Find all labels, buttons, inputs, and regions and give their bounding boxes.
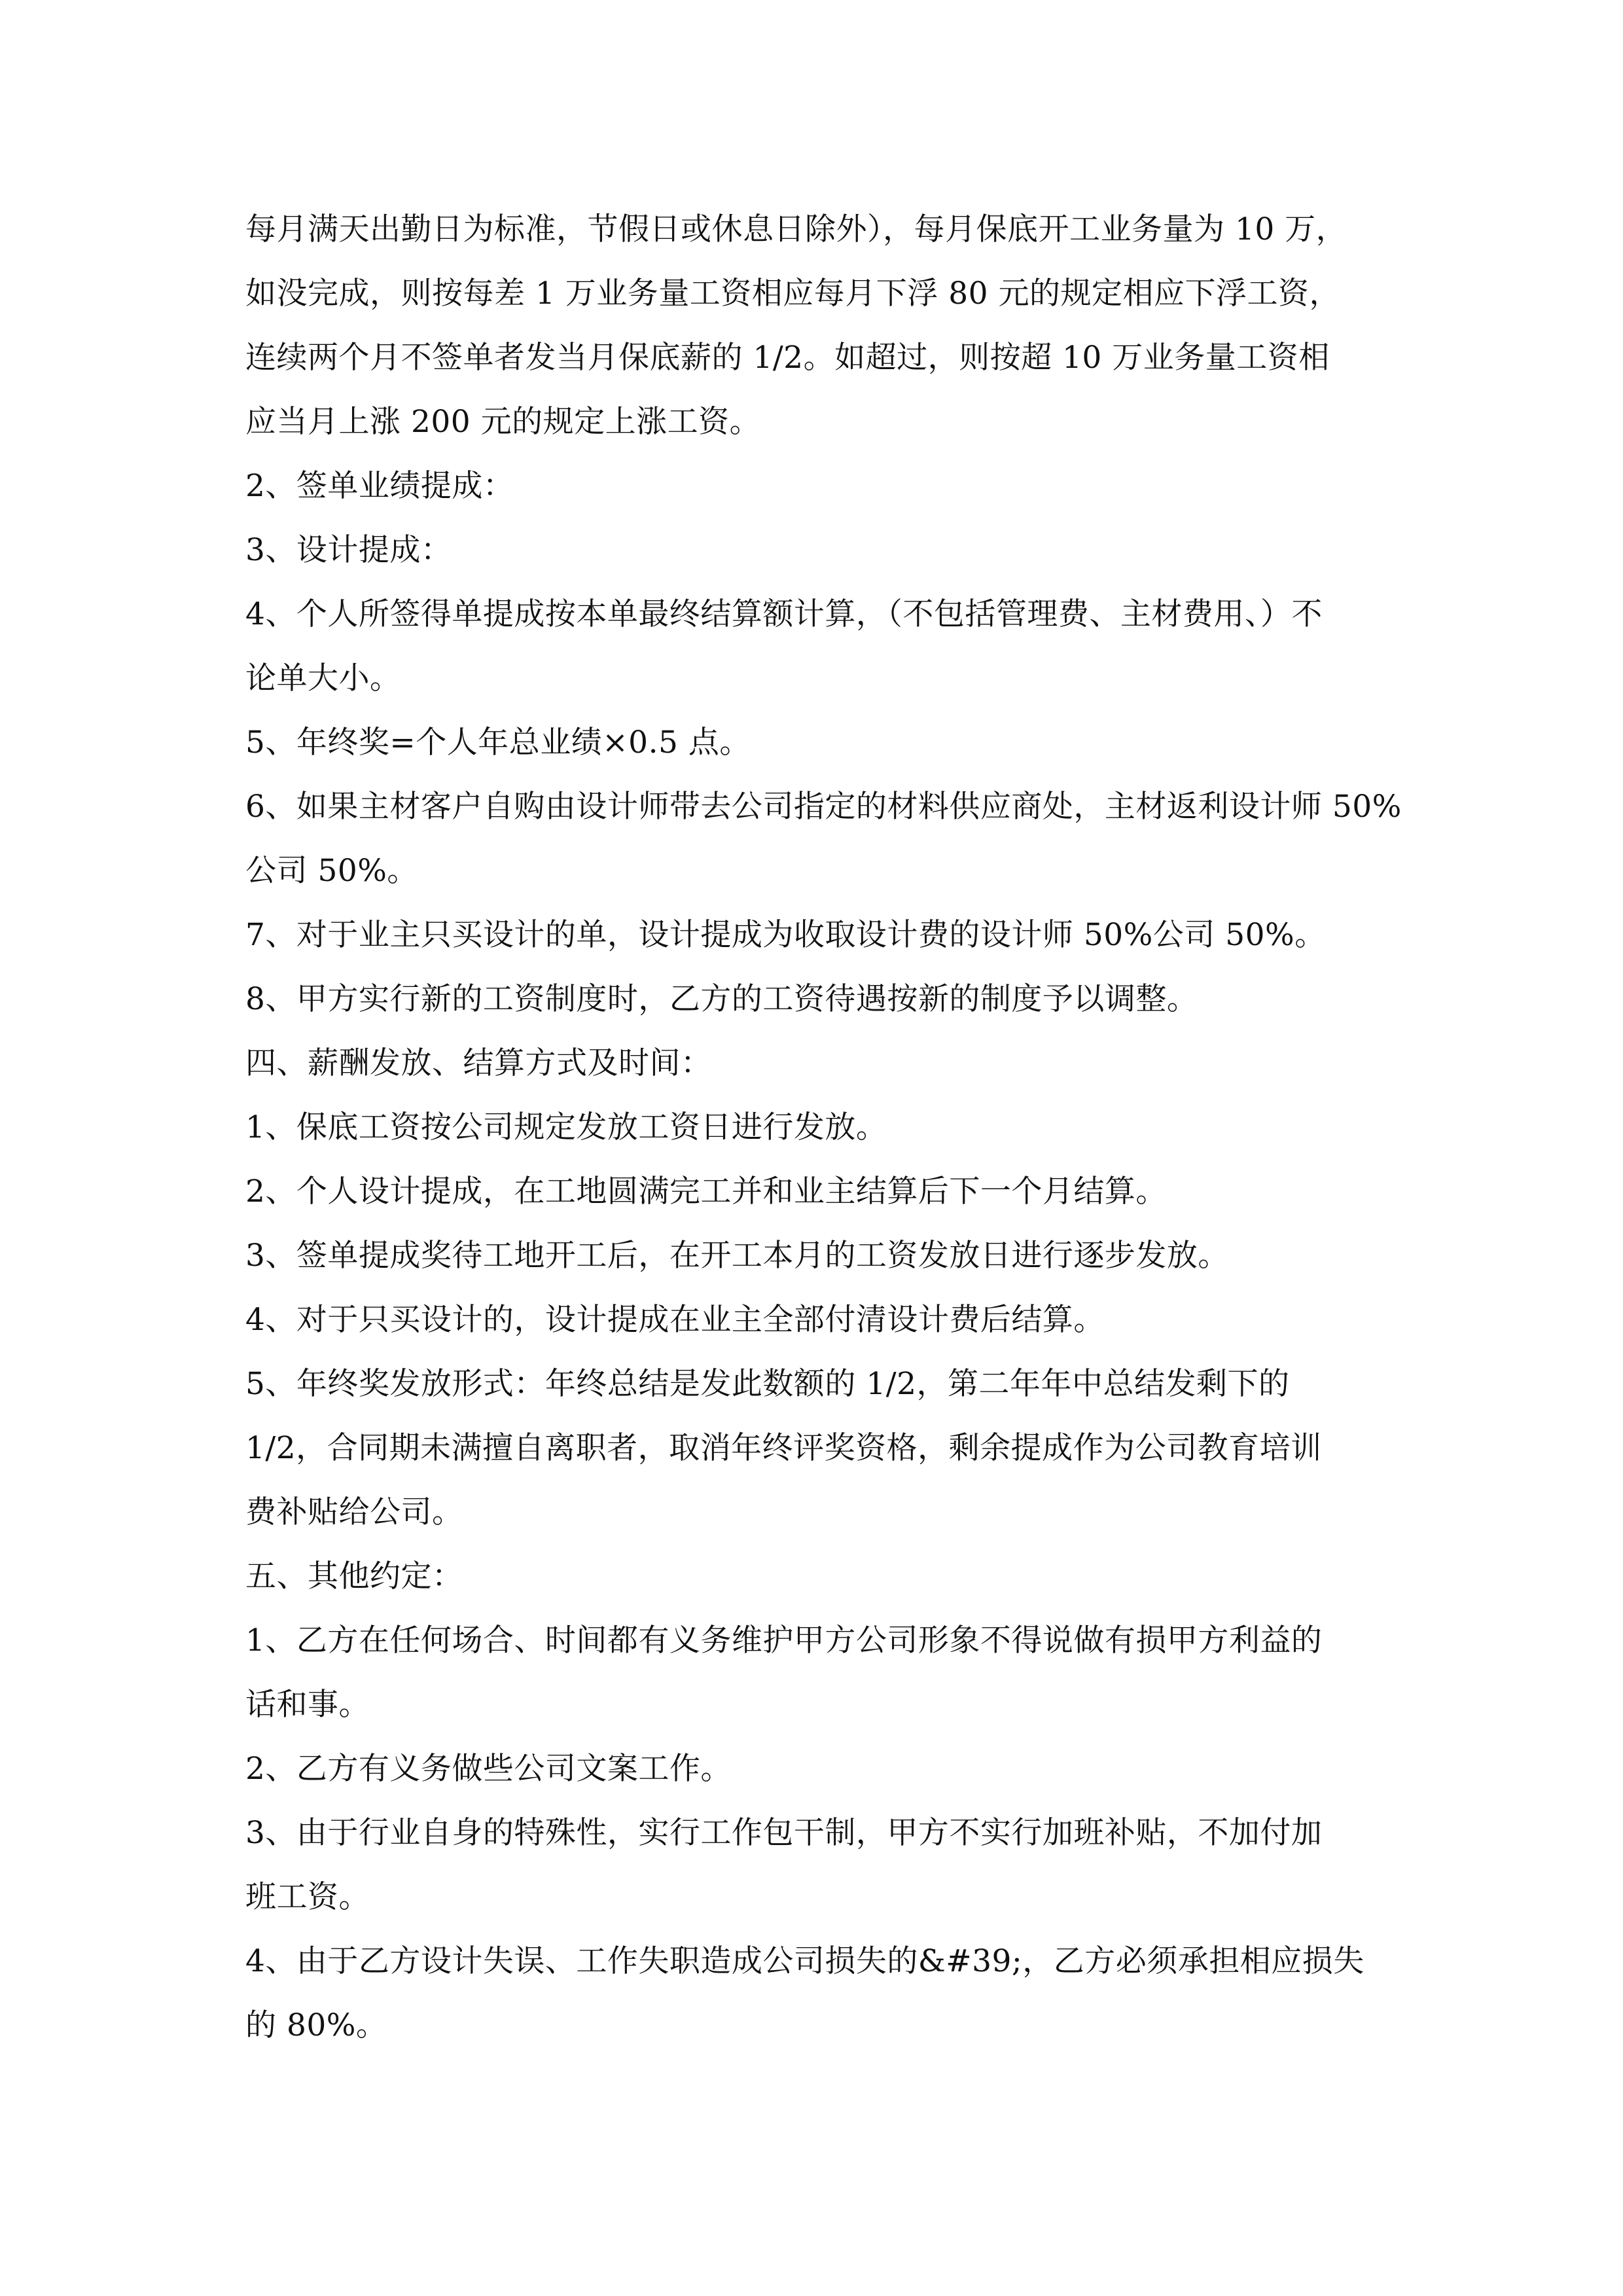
- text-line: 班工资。: [245, 1879, 370, 1915]
- text-line: 连续两个月不签单者发当月保底薪的 1/2。如超过，则按超 10 万业务量工资相: [245, 340, 1330, 376]
- clause-item: 5、年终奖=个人年总业绩×0.5 点。: [245, 725, 751, 761]
- clause-item: 1、保底工资按公司规定发放工资日进行发放。: [245, 1109, 887, 1145]
- section-heading: 五、其他约定：: [245, 1558, 463, 1594]
- clause-item: 7、对于业主只买设计的单，设计提成为收取设计费的设计师 50%公司 50%。: [245, 917, 1326, 953]
- clause-item: 2、乙方有义务做些公司文案工作。: [245, 1751, 732, 1787]
- clause-item: 6、如果主材客户自购由设计师带去公司指定的材料供应商处，主材返利设计师 50%: [245, 789, 1402, 825]
- clause-item: 8、甲方实行新的工资制度时，乙方的工资待遇按新的制度予以调整。: [245, 981, 1198, 1017]
- clause-item: 5、年终奖发放形式：年终总结是发此数额的 1/2，第二年年中总结发剩下的: [245, 1366, 1290, 1402]
- clause-item: 3、由于行业自身的特殊性，实行工作包干制，甲方不实行加班补贴，不加付加: [245, 1815, 1323, 1851]
- clause-item: 2、个人设计提成，在工地圆满完工并和业主结算后下一个月结算。: [245, 1174, 1167, 1210]
- text-line: 费补贴给公司。: [245, 1494, 463, 1530]
- clause-item: 4、对于只买设计的，设计提成在业主全部付清设计费后结算。: [245, 1302, 1105, 1338]
- text-line: 每月满天出勤日为标准，节假日或休息日除外），每月保底开工业务量为 10 万，: [245, 211, 1347, 247]
- text-line: 应当月上涨 200 元的规定上涨工资。: [245, 404, 761, 440]
- text-line: 公司 50%。: [245, 853, 418, 889]
- text-line: 话和事。: [245, 1687, 370, 1723]
- document-body: [245, 198, 1410, 2058]
- text-line: 的 80%。: [245, 2007, 387, 2043]
- clause-item: 4、由于乙方设计失误、工作失职造成公司损失的&#39;，乙方必须承担相应损失: [245, 1943, 1364, 1979]
- clause-item: 4、个人所签得单提成按本单最终结算额计算，（不包括管理费、主材费用、）不: [245, 596, 1323, 632]
- clause-item: 3、签单提成奖待工地开工后，在开工本月的工资发放日进行逐步发放。: [245, 1238, 1229, 1274]
- clause-item: 3、设计提成：: [245, 532, 452, 568]
- section-heading: 四、薪酬发放、结算方式及时间：: [245, 1045, 712, 1081]
- clause-item: 2、签单业绩提成：: [245, 468, 514, 504]
- clause-item: 1、乙方在任何场合、时间都有义务维护甲方公司形象不得说做有损甲方利益的: [245, 1623, 1323, 1659]
- text-line: 1/2，合同期未满擅自离职者，取消年终评奖资格，剩余提成作为公司教育培训: [245, 1430, 1322, 1466]
- text-line: 如没完成，则按每差 1 万业务量工资相应每月下浮 80 元的规定相应下浮工资，: [245, 276, 1340, 312]
- text-line: 论单大小。: [245, 660, 401, 696]
